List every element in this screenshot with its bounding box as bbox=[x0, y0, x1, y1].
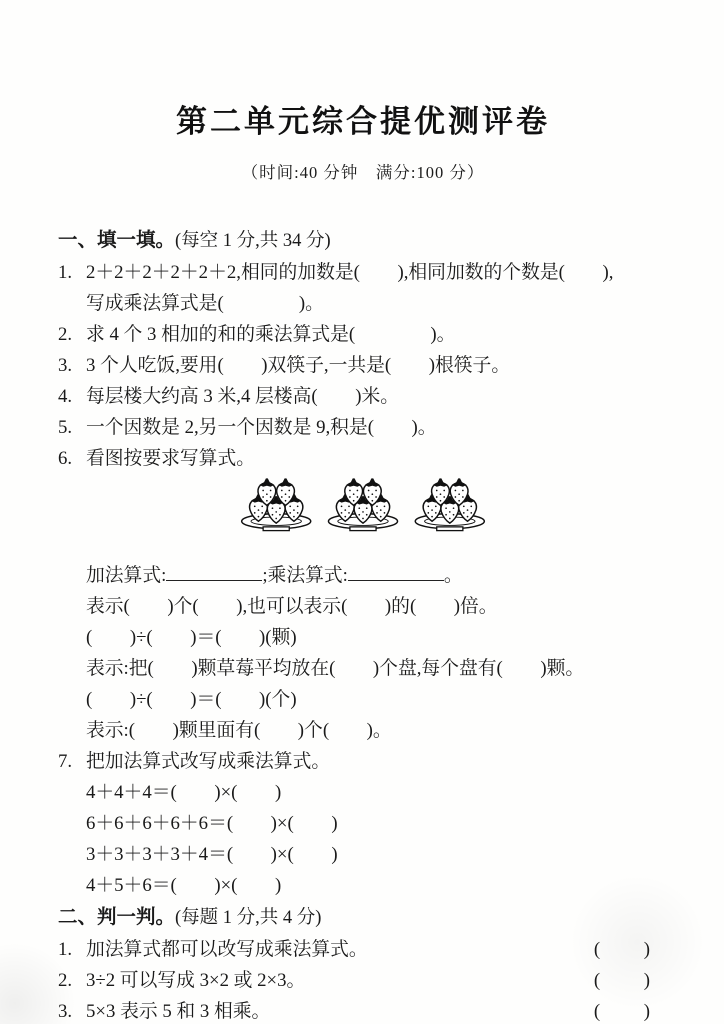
question-6-line: ( )÷( )＝( )(个) bbox=[86, 689, 297, 710]
judge-statement: 5×3 表示 5 和 3 相乘。 bbox=[86, 1001, 271, 1022]
question-number: 1. bbox=[58, 262, 73, 283]
question-1-continued: 写成乘法算式是( )。 bbox=[86, 293, 324, 314]
question-2 bbox=[58, 319, 668, 350]
question-number: 2. bbox=[58, 970, 73, 991]
question-6-line: 表示( )个( ),也可以表示( )的( )倍。 bbox=[86, 596, 498, 617]
question-number: 1. bbox=[58, 939, 73, 960]
answer-blank bbox=[166, 566, 262, 581]
section-two-heading bbox=[58, 902, 668, 934]
question-text: 3 个人吃饭,要用( )双筷子,一共是( )根筷子。 bbox=[86, 355, 511, 376]
section-one-title: 一、填一填。 bbox=[58, 229, 176, 251]
judge-statement: 加法算式都可以改写成乘法算式。 bbox=[86, 939, 368, 960]
strawberry-plates-image bbox=[237, 478, 489, 544]
question-6-equations-line bbox=[58, 560, 668, 591]
question-text: 2＋2＋2＋2＋2＋2,相同的加数是( ),相同加数的个数是( ), bbox=[86, 262, 614, 283]
question-6-line: ( )÷( )＝( )(颗) bbox=[86, 627, 297, 648]
question-number: 3. bbox=[58, 1001, 73, 1022]
question-7 bbox=[58, 746, 668, 777]
section-two-score-note: (每题 1 分,共 4 分) bbox=[175, 908, 322, 928]
question-5 bbox=[58, 412, 668, 443]
question-text: 一个因数是 2,另一个因数是 9,积是( )。 bbox=[86, 417, 437, 438]
answer-parentheses: ( ) bbox=[593, 939, 652, 960]
question-4 bbox=[58, 381, 668, 412]
period-mark: 。 bbox=[443, 565, 463, 586]
strawberry-plates-figure bbox=[58, 474, 668, 560]
question-text: 把加法算式改写成乘法算式。 bbox=[86, 751, 331, 772]
question-7-equation: 4＋5＋6＝( )×( ) bbox=[86, 875, 282, 896]
question-text: 求 4 个 3 相加的和的乘法算式是( )。 bbox=[86, 324, 456, 345]
question-number: 5. bbox=[58, 417, 73, 438]
question-text: 看图按要求写算式。 bbox=[86, 448, 256, 469]
question-7-equation: 6＋6＋6＋6＋6＝( )×( ) bbox=[86, 813, 338, 834]
time-score-subtitle: （时间:40 分钟 满分:100 分） bbox=[241, 163, 485, 182]
question-6 bbox=[58, 443, 668, 474]
answer-parentheses: ( ) bbox=[593, 1001, 652, 1022]
judge-item-3 bbox=[58, 996, 668, 1024]
question-7-equation: 3＋3＋3＋3＋4＝( )×( ) bbox=[86, 844, 338, 865]
section-fill-in bbox=[58, 225, 668, 901]
question-number: 3. bbox=[58, 355, 73, 376]
section-one-heading bbox=[58, 225, 668, 257]
addition-equation-label: 加法算式: bbox=[86, 565, 167, 586]
question-text: 每层楼大约高 3 米,4 层楼高( )米。 bbox=[86, 386, 400, 407]
question-number: 7. bbox=[58, 751, 73, 772]
section-true-false bbox=[58, 902, 668, 1024]
multiplication-equation-label: ;乘法算式: bbox=[262, 565, 348, 586]
question-1 bbox=[58, 257, 668, 288]
question-3 bbox=[58, 350, 668, 381]
question-number: 2. bbox=[58, 324, 73, 345]
question-number: 4. bbox=[58, 386, 73, 407]
question-7-equation: 4＋4＋4＝( )×( ) bbox=[86, 782, 282, 803]
section-one-score-note: (每空 1 分,共 34 分) bbox=[175, 231, 331, 251]
judge-statement: 3÷2 可以写成 3×2 或 2×3。 bbox=[86, 970, 306, 991]
section-two-title: 二、判一判。 bbox=[58, 906, 176, 928]
page-title: 第二单元综合提优测评卷 bbox=[176, 104, 550, 139]
question-6-line: 表示:把( )颗草莓平均放在( )个盘,每个盘有( )颗。 bbox=[86, 658, 585, 679]
answer-parentheses: ( ) bbox=[593, 970, 652, 991]
judge-item-1 bbox=[58, 934, 668, 965]
paper-content bbox=[58, 0, 668, 1024]
question-6-line: 表示:( )颗里面有( )个( )。 bbox=[86, 720, 392, 741]
judge-item-2 bbox=[58, 965, 668, 996]
answer-blank bbox=[348, 566, 444, 581]
question-number: 6. bbox=[58, 448, 73, 469]
